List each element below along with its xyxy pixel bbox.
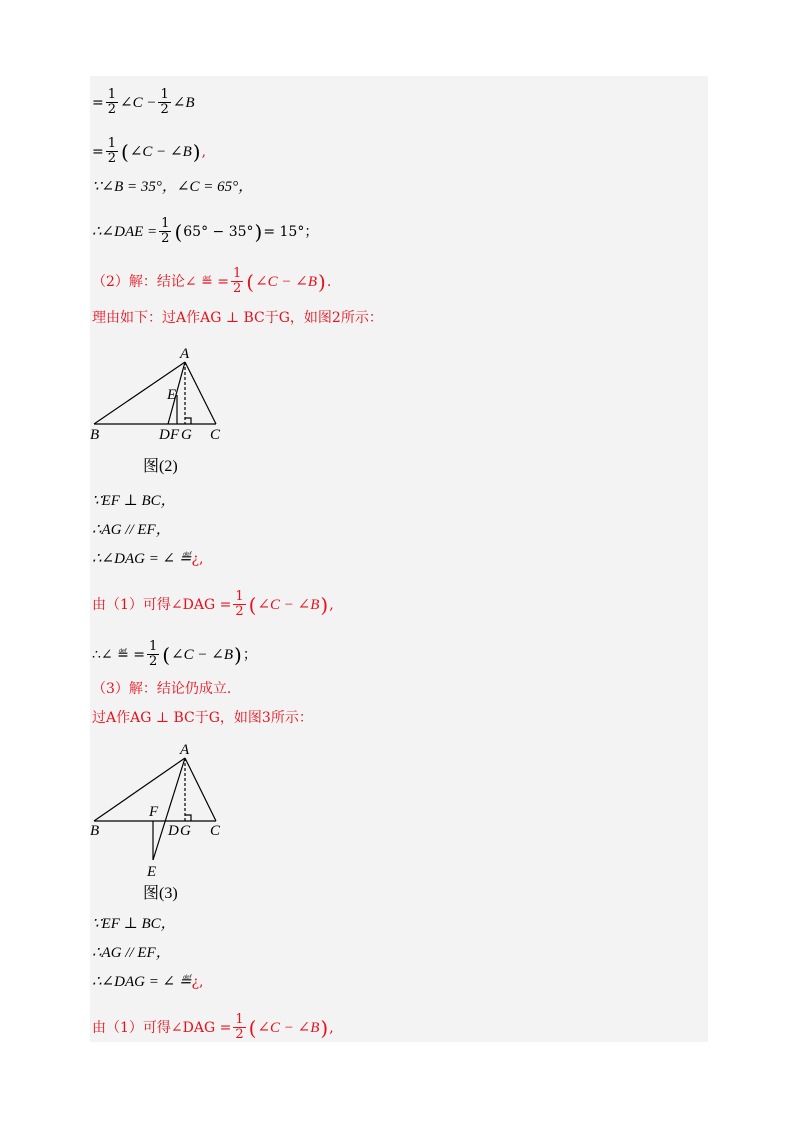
- fig2-label-e: E: [167, 387, 177, 403]
- figure-2-diagram: [88, 340, 238, 445]
- equals-sign: =: [92, 143, 104, 160]
- part2-conclusion: （2）解：结论∠ ≝ = $\frac{1}{2}$ ( ∠C − ∠B ) .: [92, 266, 332, 296]
- fig3-label-d: D: [168, 823, 179, 839]
- fig2-label-a: A: [180, 346, 190, 362]
- expression-text: ∠C −: [120, 94, 157, 111]
- equals-sign: =: [92, 94, 104, 111]
- part2-reason-line: 理由如下：过A作AG ⊥ BC于G，如图2所示：: [92, 310, 383, 326]
- fraction-half: $\frac{1}{2}$: [107, 87, 117, 117]
- fig2-label-g: G: [181, 427, 192, 443]
- parallel-conclusion-3: ∴AG // EF，: [92, 945, 171, 961]
- fig3-label-a: A: [180, 742, 190, 758]
- figure-3-caption: 图(3): [143, 885, 178, 902]
- fraction-half: $\frac{1}{2}$: [107, 136, 117, 166]
- given-angles-line: ∵∠B = 35°，∠C = 65°，: [92, 179, 254, 195]
- fraction-half: $\frac{1}{2}$: [149, 639, 158, 669]
- perpendicular-given: ∵EF ⊥ BC，: [92, 493, 176, 509]
- fraction-half: $\frac{1}{2}$: [235, 1012, 244, 1042]
- result-line-dae: ∴∠DAE = $\frac{1}{2}$ ( 65° − 35° ) = 15°；: [92, 216, 319, 246]
- fig3-label-b: B: [90, 823, 100, 839]
- part2-result-line: ∴∠ ≝ = $\frac{1}{2}$ ( ∠C − ∠B ) ；: [92, 639, 257, 669]
- fraction-half: $\frac{1}{2}$: [235, 589, 244, 619]
- part3-conclusion: （3）解：结论仍成立.: [92, 681, 232, 697]
- angle-equal-line: ∴∠DAG = ∠ ≝ ¿ ,: [92, 551, 204, 567]
- fig2-label-d: D: [159, 427, 170, 443]
- fraction-half: $\frac{1}{2}$: [161, 216, 170, 246]
- equation-line-2: = $\frac{1}{2}$ ( ∠C − ∠B ) ,: [92, 136, 207, 166]
- expression-text: ∠B: [172, 94, 195, 111]
- expression-text: ∠C − ∠B: [129, 143, 192, 160]
- angle-equal-line-3: ∴∠DAG = ∠ ≝ ¿ ,: [92, 974, 204, 990]
- part3-construction-line: 过A作AG ⊥ BC于G，如图3所示：: [92, 710, 313, 726]
- fig2-label-f: F: [170, 427, 180, 443]
- fraction-half: $\frac{1}{2}$: [160, 87, 169, 117]
- fig2-label-b: B: [90, 427, 100, 443]
- equation-line-1: [92, 88, 194, 117]
- parallel-conclusion: ∴AG // EF，: [92, 522, 171, 538]
- figure-3-diagram: [88, 740, 238, 885]
- from-part1-line: 由（1）可得∠DAG = $\frac{1}{2}$ ( ∠C − ∠B ) ,: [92, 589, 334, 619]
- figure-2-caption: 图(2): [143, 458, 178, 475]
- perpendicular-given-3: ∵EF ⊥ BC，: [92, 916, 176, 932]
- fig3-label-g: G: [180, 823, 191, 839]
- fig3-label-e: E: [147, 864, 157, 880]
- fig2-label-c: C: [210, 427, 221, 443]
- fig3-label-f: F: [149, 804, 159, 820]
- fig3-label-c: C: [210, 823, 221, 839]
- from-part1-line-3: 由（1）可得∠DAG = $\frac{1}{2}$ ( ∠C − ∠B ) ,: [92, 1012, 334, 1042]
- fraction-half: $\frac{1}{2}$: [233, 266, 242, 296]
